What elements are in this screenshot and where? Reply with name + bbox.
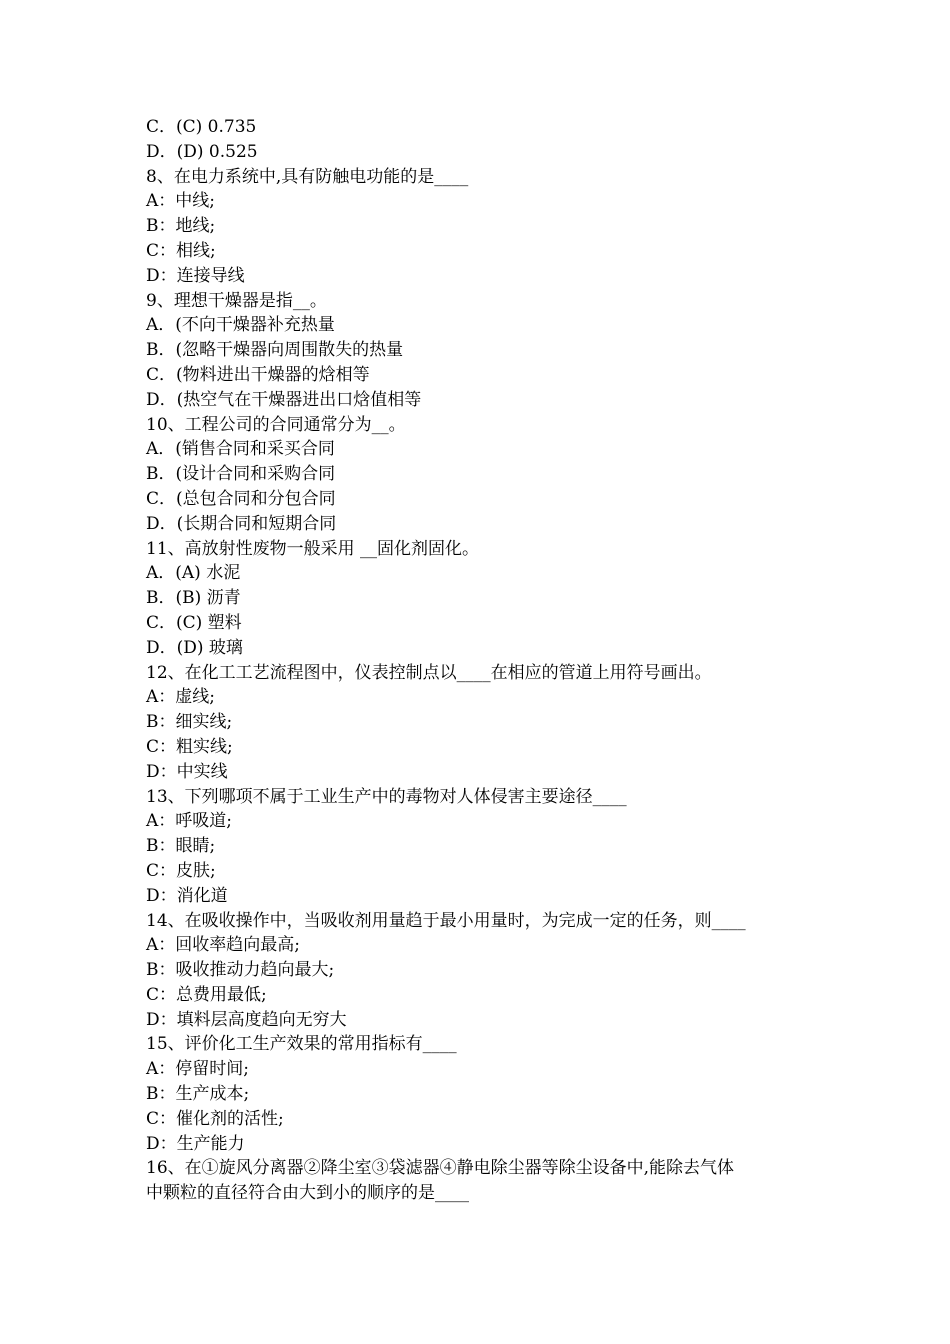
text-line: A：虚线;: [146, 687, 216, 708]
text-line: B．(设计合同和采购合同: [146, 464, 336, 485]
text-line: C．(总包合同和分包合同: [146, 488, 336, 509]
text-line: D：消化道: [146, 885, 228, 906]
text-line: A：回收率趋向最高;: [146, 935, 301, 956]
text-line: D．(D) 玻璃: [146, 637, 243, 658]
text-line: C：催化剂的活性;: [146, 1108, 284, 1129]
text-line: B：吸收推动力趋向最大;: [146, 960, 335, 981]
text-line: B．(忽略干燥器向周围散失的热量: [146, 340, 404, 361]
text-line: A：中线;: [146, 191, 216, 212]
text-line: C：相线;: [146, 240, 216, 261]
text-line: B：眼睛;: [146, 836, 216, 857]
text-line: 8、在电力系统中,具有防触电功能的是____: [146, 166, 469, 187]
text-line: A：停留时间;: [146, 1059, 250, 1080]
text-line: A．(不向干燥器补充热量: [146, 315, 335, 336]
text-line: C：总费用最低;: [146, 984, 267, 1005]
text-line: C．(C) 0.735: [146, 117, 257, 137]
text-line: C．(物料进出干燥器的焓相等: [146, 364, 370, 385]
text-line: 中颗粒的直径符合由大到小的顺序的是____: [146, 1183, 469, 1204]
text-line: C：皮肤;: [146, 860, 216, 881]
text-line: B：地线;: [146, 216, 216, 237]
text-line: 11、高放射性废物一般采用 __固化剂固化。: [146, 538, 480, 559]
text-line: D：连接导线: [146, 265, 245, 286]
text-line: 10、工程公司的合同通常分为__。: [146, 414, 406, 435]
text-line: D：中实线: [146, 761, 228, 782]
text-line: A．(销售合同和采买合同: [146, 439, 335, 460]
text-line: C．(C) 塑料: [146, 612, 242, 633]
document-body: [146, 115, 816, 1206]
text-line: A．(A) 水泥: [146, 563, 241, 584]
text-line: D．(长期合同和短期合同: [146, 513, 337, 534]
text-line: 14、在吸收操作中，当吸收剂用量趋于最小用量时，为完成一定的任务，则____: [146, 910, 746, 931]
text-line: 16、在①旋风分离器②降尘室③袋滤器④静电除尘器等除尘设备中,能除去气体: [146, 1158, 735, 1179]
text-line: B．(B) 沥青: [146, 588, 241, 609]
text-line: B：生产成本;: [146, 1084, 250, 1105]
text-line: D：填料层高度趋向无穷大: [146, 1009, 347, 1030]
text-line: 9、理想干燥器是指__。: [146, 290, 327, 311]
text-line: D．(热空气在干燥器进出口焓值相等: [146, 389, 422, 410]
text-line: 15、评价化工生产效果的常用指标有____: [146, 1034, 457, 1055]
text-line: D：生产能力: [146, 1133, 245, 1154]
text-line: 12、在化工工艺流程图中，仪表控制点以____在相应的管道上用符号画出。: [146, 662, 712, 683]
text-line: B：细实线;: [146, 712, 233, 733]
text-line: D．(D) 0.525: [146, 141, 258, 162]
text-line: C：粗实线;: [146, 736, 233, 757]
text-line: A：呼吸道;: [146, 811, 233, 832]
text-line: 13、下列哪项不属于工业生产中的毒物对人体侵害主要途径____: [146, 786, 627, 807]
